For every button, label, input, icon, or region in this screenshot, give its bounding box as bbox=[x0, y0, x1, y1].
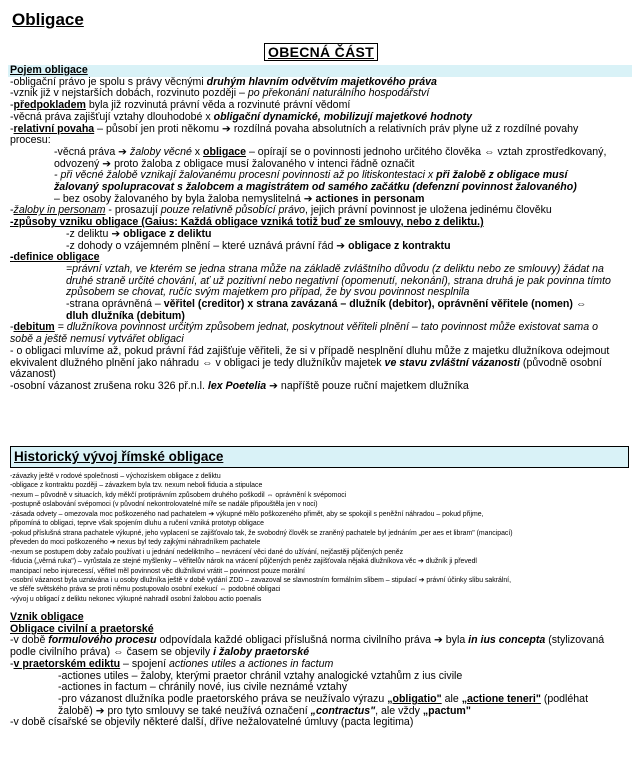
text-line: =právní vztah, ve kterém se jedna strana může na základě zvláštního důvodu (z deliktu nebo ze smlouvy) žádat na bbox=[66, 262, 604, 275]
small-line: -pokud příslušná strana pachatele výkupné, jeho vyplacení se zajišťovalo tak, že svobodný člověk se zraněný pachatele byl jednáním „per aes et libram" (mancipací) bbox=[10, 529, 513, 537]
text-line: - o obligaci mluvíme až, pokud právní řád zajišťuje věřiteli, že si v případě nesplnění dluhu může z majetku dlužníkova odejmout bbox=[10, 344, 610, 357]
history-heading: Historický vývoj římské obligace bbox=[10, 446, 629, 468]
text-line: – bez osoby žalovaného by byla žaloba nemyslitelná ➔ actiones in personam bbox=[54, 192, 425, 205]
small-line: -závazky ještě v rodové společnosti – výchozískem obligace z deliktu bbox=[10, 473, 221, 480]
section-history bbox=[10, 446, 632, 604]
small-line: -nexum se postupem doby začalo používat i u jednání nedeliktního – nevrácení věci dané do užívání, nejčastěji půjčených peněz bbox=[10, 548, 404, 556]
text-line: procesu: bbox=[10, 134, 51, 147]
text-line: -v praetorském ediktu – spojení actiones utiles a actiones in factum bbox=[10, 657, 334, 670]
text-line: podle civilního práva) ⇔ časem se objevily i žaloby praetorské bbox=[10, 646, 310, 659]
text-line: -způsoby vzniku obligace (Gaius: Každá obligace vzniká totiž buď ze smlouvy, nebo z deliktu.) bbox=[10, 216, 484, 229]
small-line: -osobní vázanost byla uznávána i u osoby dlužníka ještě v době vydání ZDD – zavazoval se slavnostním formálním slibem – stipulací ➔ právní účinky slibu sakrální, bbox=[10, 576, 511, 584]
text-line: -věcná práva ➔ žaloby věcné x obligace – opírají se o povinnosti jednoho určitého člověka ⇔ vztah zprostředkovaný, bbox=[54, 145, 607, 158]
text-line: žalovaný spolupracovat s žalobcem a magistrátem od samého začátku (defenzní povinnost žalovaného) bbox=[54, 181, 577, 194]
text-line: -vznik již v nejstarších dobách, rozvinuto později – po překonání naturálního hospodářství bbox=[10, 87, 430, 100]
small-line: -fiducia („věrná ruka") – vyrůstala ze stejné myšlenky – věřitelův nárok na vrácení půjčených peněz zajišťovala nějaká dlužníkova věc ➔ dlužník ji převedl bbox=[10, 558, 477, 566]
small-line: připomíná to obligaci, teprve však spojením dluhu a ručení vzniká prototyp obligace bbox=[10, 520, 264, 528]
text-line: -actiones in factum – chránily nové, ius civile neznámé vztahy bbox=[58, 681, 348, 694]
text-line: -v době císařské se objevily některé další, dříve nežalovatelné úmluvy (pacta legitima) bbox=[10, 716, 414, 729]
small-line: -nexum – původně v situacích, kdy měkčí protiprávním způsobem druhého poškodil ⇔ oprávnění k svépomoci bbox=[10, 491, 347, 499]
text-line: druhé straně určité chování, ať už pozitivní nebo negativní (opomenutí, nekonání), strana druhá je pak povinna tímto bbox=[66, 274, 611, 287]
section-origin bbox=[10, 612, 632, 729]
text-line: odvozený ➔ proto žaloba z obligace musí žalovaného v intenci řádně označit bbox=[54, 157, 415, 170]
text-line: -definice obligace bbox=[10, 251, 100, 264]
civil-praetorian-heading: Obligace civilní a praetorské bbox=[10, 622, 154, 635]
text-line: -relativní povaha – působí jen proti někomu ➔ rozdílná povaha absolutních a relativních práv plyne už z rozdílné povahy bbox=[10, 122, 579, 135]
origin-heading: Vznik obligace bbox=[10, 611, 84, 623]
text-line: -pro vázanost dlužníka podle praetorského práva se neužívalo výrazu „obligatio" ale „actione teneri" (podléhat bbox=[58, 692, 589, 705]
text-line: -předpokladem byla již rozvinutá právní věda a rozvinuté právní vědomí bbox=[10, 99, 351, 112]
history-lines bbox=[10, 472, 632, 604]
concept-heading: Pojem obligace bbox=[8, 65, 632, 77]
text-line: -obligační právo je spolu s právy věcnými druhým hlavním odvětvím majetkového práva bbox=[10, 75, 437, 88]
small-line: -obligace z kontraktu později – závazkem byla tzv. nexum neboli fiducia a stipulace bbox=[10, 482, 263, 490]
text-line: -z dohody o vzájemném plnění – které uznává právní řád ➔ obligace z kontraktu bbox=[66, 239, 451, 252]
text-line: - při věcné žalobě vznikají žalovanému procesní povinnosti až po litiskontestaci x při žalobě z obligace musí bbox=[54, 169, 568, 182]
text-line: -actiones utiles – žaloby, kterými praetor chránil vztahy analogické vztahům z ius civile bbox=[58, 669, 463, 682]
small-line: ve sféře světského práva se proti němu postupovalo osobní exekucí ⇔ podobné obligaci bbox=[10, 586, 281, 594]
text-line: vázanost) bbox=[10, 368, 56, 381]
text-line: -strana oprávněná – věřitel (creditor) x strana zavázaná – dlužník (debitor), oprávnění věřitele (nomen) ⇔ bbox=[66, 298, 587, 311]
text-line: -debitum = dlužníkova povinnost určitým způsobem jednat, poskytnout věřiteli plnění – tato povinnost může existovat sama o bbox=[10, 321, 598, 334]
text-line: sobě a ještě nemusí vytvářet obligaci bbox=[10, 333, 184, 346]
small-line: -vývoj u obligací z deliktu nekonec výkupné nahradil osobní žalobou actio poenalis bbox=[10, 595, 262, 603]
small-line: -postupně oslabování svépomoci (v původní nekontrolovatelné míře se nadále připouštěla jen v noci) bbox=[10, 501, 318, 509]
small-line: mancipací nebo injurecessí, věřitel měl povinnost věc dlužníkovi vrátit – povinnost pouze morální bbox=[10, 567, 305, 575]
text-line: -věcná práva zajišťují vztahy dlouhodobé x obligační dynamické, mobilizují majetkové hodnoty bbox=[10, 110, 473, 123]
section-concept bbox=[10, 65, 632, 393]
text-line: -žaloby in personam - prosazují pouze relativně působící právo, jejich právní povinnost je uložena jedinému člověku bbox=[10, 204, 552, 217]
text-line: žalobě) ➔ pro tyto smlouvy se také neužívá označení „contractus", ale vždy „pactum" bbox=[58, 704, 471, 717]
text-line: způsobem se chovat, ručíc svým majetkem pro případ, že by svou povinnost nesplnila bbox=[66, 286, 470, 299]
small-line: -zásada odvety – omezovala moc poškozeného nad pachatelem ➔ výkupné mělo poškozeného přimět, aby se spokojil s peněžní náhradou – pokud přijme, bbox=[10, 510, 484, 518]
text-line: -v době formulového procesu odpovídala každé obligaci příslušná norma civilního práva ➔ byla in ius concepta (stylizovaná bbox=[10, 634, 605, 647]
general-part-heading: OBECNÁ ČÁST bbox=[264, 43, 378, 61]
text-line: ekvivalent dlužného plnění jako náhradu ⇔ v obligaci je tedy dlužníkův majetek ve stavu zvláštní vázanosti (původně osobní bbox=[10, 356, 602, 369]
text-line: -z deliktu ➔ obligace z deliktu bbox=[66, 227, 212, 240]
text-line: dluh dlužníka (debitum) bbox=[66, 309, 185, 322]
small-line: převeden do moci poškozeného ➔ nexus byl tedy zajkými náhradníkem pachatele bbox=[10, 539, 261, 547]
text-line: -osobní vázanost zrušena roku 326 př.n.l. lex Poetelia ➔ napříště pouze ruční majetkem dlužníka bbox=[10, 379, 469, 392]
document-title: Obligace bbox=[12, 10, 84, 29]
